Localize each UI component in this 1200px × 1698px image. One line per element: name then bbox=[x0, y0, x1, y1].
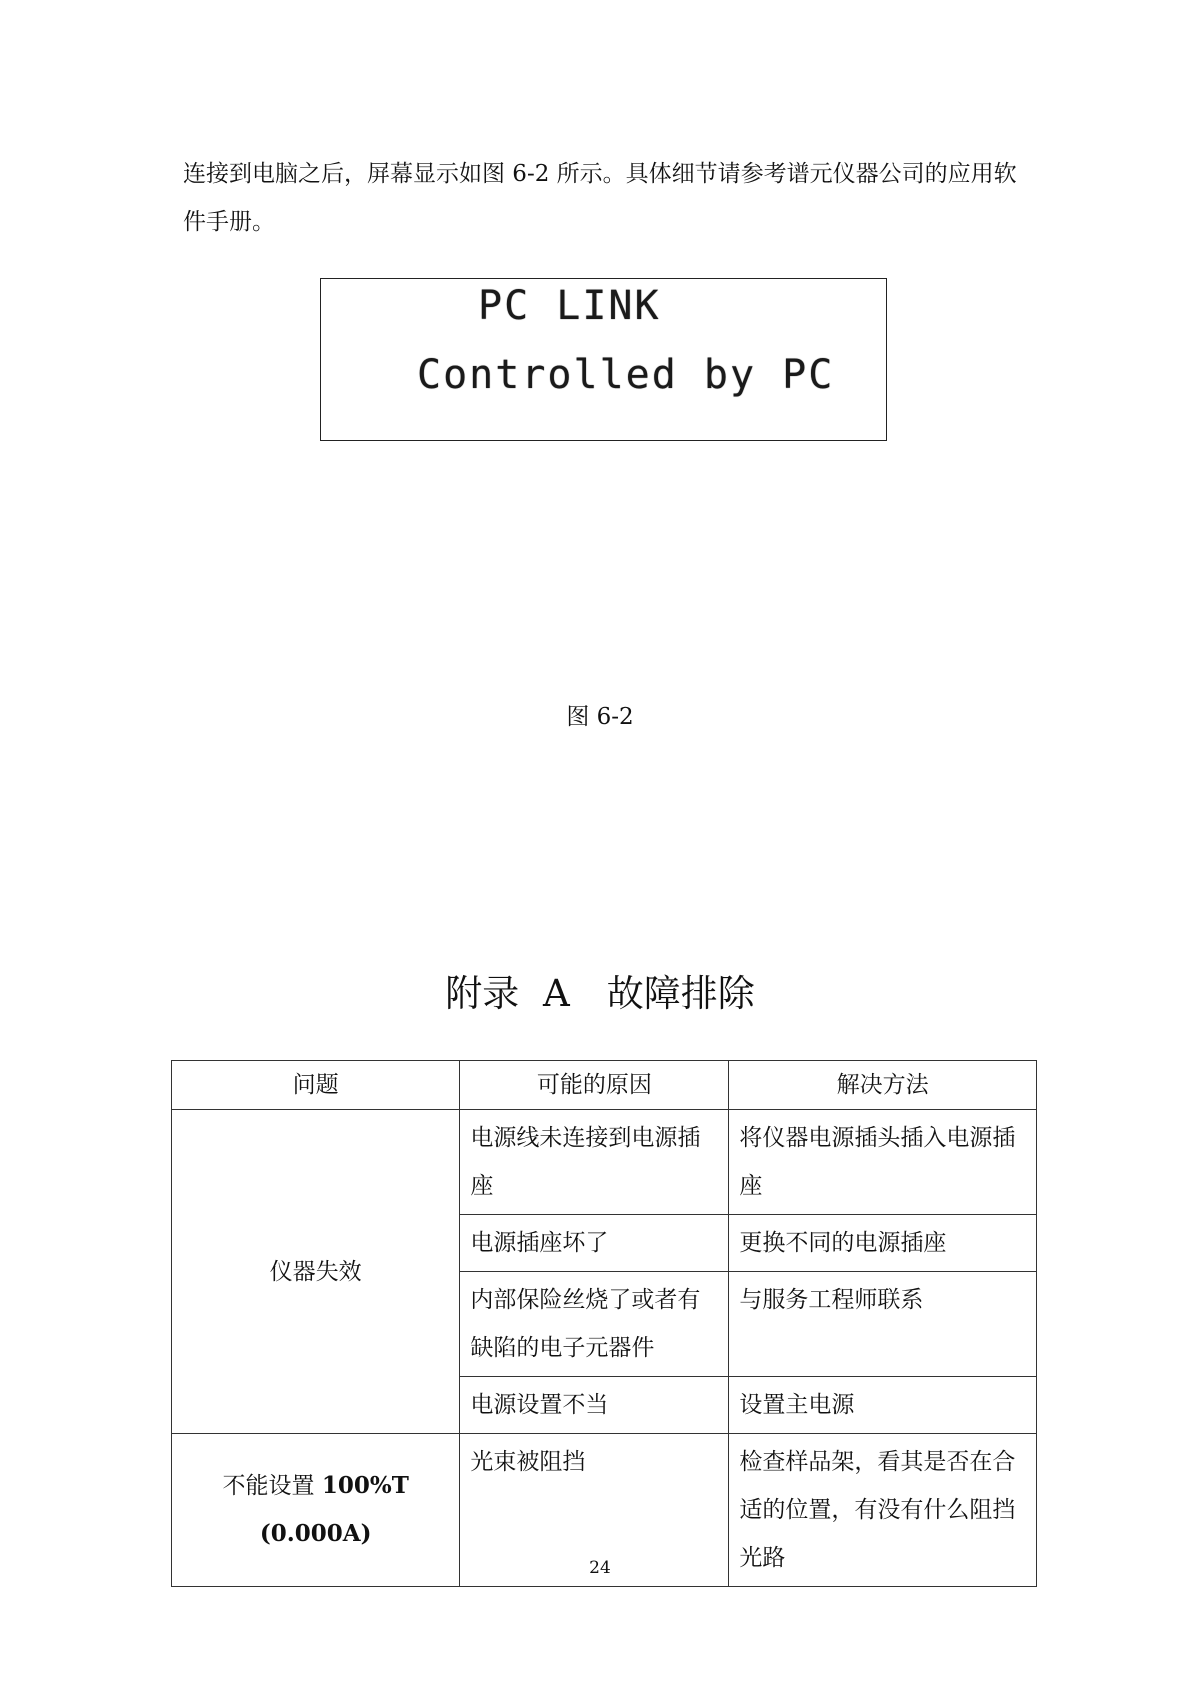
table-header-row bbox=[172, 1061, 1037, 1110]
solution-cell: 更换不同的电源插座 bbox=[729, 1215, 1037, 1272]
solution-cell: 检查样品架，看其是否在合适的位置，有没有什么阻挡光路 bbox=[729, 1434, 1037, 1587]
cause-cell: 光束被阻挡 bbox=[460, 1434, 729, 1587]
appendix-title: 附录 A 故障排除 bbox=[445, 972, 755, 1015]
lcd-line-1: PC LINK bbox=[478, 283, 661, 329]
cause-cell: 电源线未连接到电源插座 bbox=[460, 1110, 729, 1215]
troubleshooting-table bbox=[171, 1060, 1037, 1587]
cause-cell: 内部保险丝烧了或者有缺陷的电子元器件 bbox=[460, 1272, 729, 1377]
lcd-display-figure bbox=[320, 278, 887, 441]
cause-cell: 电源设置不当 bbox=[460, 1377, 729, 1434]
intro-paragraph: 连接到电脑之后，屏幕显示如图 6-2 所示。具体细节请参考谱元仪器公司的应用软件手册。 bbox=[183, 161, 1017, 235]
problem-cell: 仪器失效 bbox=[172, 1110, 460, 1434]
cause-cell: 电源插座坏了 bbox=[460, 1215, 729, 1272]
header-cause: 可能的原因 bbox=[460, 1061, 729, 1110]
figure-caption: 图 6-2 bbox=[566, 704, 634, 730]
solution-cell: 设置主电源 bbox=[729, 1377, 1037, 1434]
problem-value: 100%T bbox=[321, 1472, 409, 1499]
table-row bbox=[172, 1110, 1037, 1215]
problem-absorbance: (0.000A) bbox=[259, 1520, 372, 1547]
solution-cell: 将仪器电源插头插入电源插座 bbox=[729, 1110, 1037, 1215]
page-number: 24 bbox=[589, 1558, 611, 1578]
header-problem: 问题 bbox=[172, 1061, 460, 1110]
lcd-line-2: Controlled by PC bbox=[417, 352, 835, 398]
header-solution: 解决方法 bbox=[729, 1061, 1037, 1110]
solution-cell: 与服务工程师联系 bbox=[729, 1272, 1037, 1377]
problem-text: 不能设置 bbox=[222, 1473, 322, 1499]
